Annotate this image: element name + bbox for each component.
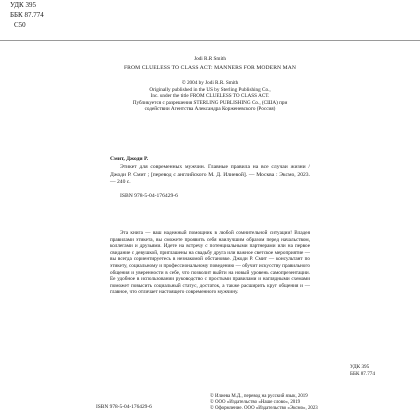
annotation-text: Эта книга — ваш надежный помощник в любой сомнительной ситуации! Владея правилами этикета, вы сможете проявить себя наилучшим образом перед начальством, коллегами и друзьями. Идете на встречу с потенциальными партнерами или на первое свидание с девушкой, приглашены на свадьбу друга или важное светское мероприятие — вы всегда сориентируетесь в незнакомой обстановке. Джоди Р. Смит — консультант по этикету, социальному и профессиональному поведению — обучит искусству правильного общения и уверенности в себе, что позволит выйти на новый уровень самопрезентации. Ее удобное в использовании руководство с простыми правилами и наглядными схемами поможет повысить социальный статус, достаток, а также расширить круг общения и — главное, что отличает настоящего современного мужчину. [110, 230, 310, 296]
copyright-translation: © Илиева М.Д., перевод на русский язык, 2019 [210, 394, 308, 399]
isbn-bottom: ISBN 978-5-04-176429-6 [96, 404, 152, 410]
catalog-record [110, 156, 310, 200]
copyright-line: Inc. under the title FROM CLUELESS TO CLASS ACT. [150, 93, 270, 100]
copyright-line: содействии Агентства Александра Корженевского (Россия) [144, 106, 276, 113]
original-copyright-block [0, 80, 420, 113]
catalog-description: Этикет для современных мужчин. Главные правила на все случаи жизни / Джоди Р. Смит ; [перевод с английского М. Д. Илиевой]. — Москва : Эксмо, 2023. — 240 с. [110, 164, 310, 186]
copyright-publisher: © ООО «Издательство «Наше слово», 2019 [210, 400, 301, 406]
copyright-line: Originally published in the US by Sterling Publishing Co., [149, 86, 271, 93]
catalog-author: Смит, Джоди Р. [110, 156, 149, 162]
copyright-design: © Оформление. ООО «Издательство «Эксмо», 2023 [210, 406, 318, 412]
catalog-isbn: ISBN 978-5-04-176429-6 [120, 192, 178, 199]
horizontal-rule [0, 40, 420, 41]
classification-bottom [350, 364, 375, 377]
udk-code-bottom: УДК 395 [350, 364, 370, 370]
copyright-line: Публикуется с разрешения STERLING PUBLISHING Co., (США) при [132, 99, 288, 106]
copyright-line: © 2004 by Jodi R.R. Smith [181, 80, 239, 86]
original-author: Jodi R.R Smith [194, 56, 226, 62]
original-title: FROM CLUELESS TO CLASS ACT: MANNERS FOR MODERN MAN [123, 65, 297, 71]
udk-code: УДК 395 [10, 1, 36, 9]
author-mark: С50 [14, 21, 26, 29]
copyrights-bottom [210, 394, 318, 413]
classification-top [10, 0, 44, 30]
bbk-code: ББК 87.774 [10, 11, 44, 19]
bbk-code-bottom: ББК 87.774 [350, 370, 375, 377]
